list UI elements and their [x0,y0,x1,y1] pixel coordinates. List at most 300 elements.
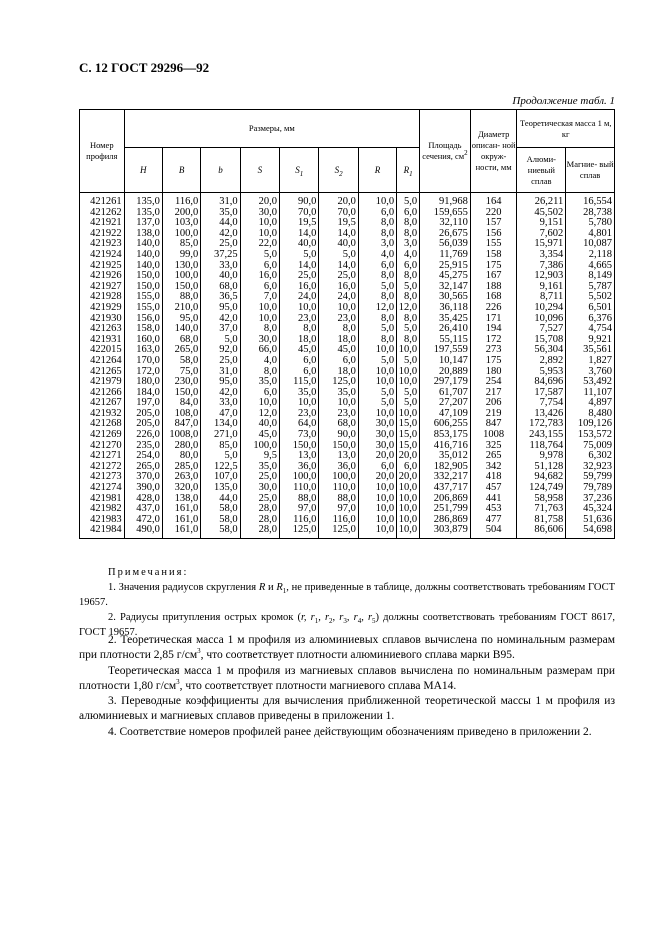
table-cell: 140,0 [162,324,200,335]
table-cell: 10,0 [358,345,396,356]
table-cell: 5,780 [566,218,615,229]
table-cell: 20,0 [397,451,420,462]
table-cell: 85,0 [162,239,200,250]
table-cell: 5,0 [397,193,420,208]
table-cell: 150,0 [280,441,319,452]
table-cell: 421984 [80,525,125,538]
table-cell: 421981 [80,494,125,505]
table-cell: 18,0 [280,335,319,346]
table-cell: 40,0 [240,419,279,430]
table-cell: 47,109 [420,409,471,420]
paragraph-2: 2. Теоретическая масса 1 м профиля из алюминиевых сплавов вычислена по номинальным размерам при плотности 2,85 $г/см^3$, что соответствует плотности алюминиевого сплава марки В95. [79,634,615,662]
notes-title: Примечания: [108,567,189,578]
table-cell: 421926 [80,271,125,282]
table-cell: 150,0 [162,388,200,399]
table-cell: 31,0 [201,193,240,208]
table-cell: 33,0 [201,398,240,409]
table-cell: 6,501 [566,303,615,314]
table-cell: 110,0 [319,483,358,494]
table-cell: 6,0 [240,282,279,293]
table-cell: 10,0 [358,504,396,515]
table-cell: 45,0 [240,430,279,441]
table-cell: 217 [470,388,517,399]
table-cell: 421272 [80,462,125,473]
table-cell: 140,0 [124,250,162,261]
table-cell: 156 [470,229,517,240]
table-cell: 180,0 [124,377,162,388]
table-cell: 130,0 [162,261,200,272]
table-cell: 61,707 [420,388,471,399]
table-cell: 4,897 [566,398,615,409]
table-cell: 35,0 [280,388,319,399]
table-cell: 8,0 [397,314,420,325]
table-cell: 80,0 [162,451,200,462]
table-cell: 5,0 [358,324,396,335]
table-cell: 10,0 [358,409,396,420]
table-cell: 271,0 [201,430,240,441]
table-cell: 8,0 [397,292,420,303]
table-cell: 6,0 [358,261,396,272]
table-cell: 51,636 [566,515,615,526]
table-cell: 4,754 [566,324,615,335]
table-cell: 97,0 [319,504,358,515]
table-cell: 5,0 [358,388,396,399]
table-cell: 108,0 [162,409,200,420]
table-cell: 35,0 [240,462,279,473]
table-cell: 160,0 [124,335,162,346]
header-H: H [124,148,162,193]
table-cell: 243,155 [517,430,566,441]
table-cell: 45,324 [566,504,615,515]
table-row [80,356,615,367]
table-cell: 35,012 [420,451,471,462]
table-cell: 40,0 [319,239,358,250]
table-cell: 5,787 [566,282,615,293]
table-cell: 25,0 [240,472,279,483]
table-cell: 11,107 [566,388,615,399]
table-cell: 472,0 [124,515,162,526]
table-cell: 3,760 [566,367,615,378]
table-cell: 25,0 [201,239,240,250]
table-cell: 182,905 [420,462,471,473]
table-cell: 342 [470,462,517,473]
table-cell: 124,749 [517,483,566,494]
table-cell: 118,764 [517,441,566,452]
table-cell: 37,0 [201,324,240,335]
table-cell: 3,0 [358,239,396,250]
page-header: С. 12 ГОСТ 29296—92 [79,60,210,75]
table-body [80,193,615,539]
table-cell: 155,0 [124,292,162,303]
table-cell: 2,118 [566,250,615,261]
table-cell: 10,0 [240,398,279,409]
table-cell: 421271 [80,451,125,462]
table-cell: 263,0 [162,472,200,483]
table-cell: 175 [470,356,517,367]
table-cell: 265 [470,451,517,462]
table-cell: 10,0 [358,377,396,388]
table-cell: 5,0 [319,250,358,261]
profiles-table [79,109,615,539]
table-cell: 22,0 [240,239,279,250]
table-cell: 20,0 [397,472,420,483]
table-cell: 13,426 [517,409,566,420]
table-cell: 4,665 [566,261,615,272]
table-cell: 421269 [80,430,125,441]
table-cell: 125,0 [319,525,358,538]
table-cell: 421979 [80,377,125,388]
table-cell: 10,0 [240,314,279,325]
table-cell: 206,869 [420,494,471,505]
table-cell: 171 [470,314,517,325]
table-cell: 297,179 [420,377,471,388]
table-cell: 88,0 [319,494,358,505]
table-cell: 86,606 [517,525,566,538]
table-cell: 27,207 [420,398,471,409]
paragraph-4: 4. Соответствие номеров профилей ранее действующим обозначениям приведено в приложении 2. [108,725,592,738]
table-cell: 10,0 [358,483,396,494]
table-cell: 8,0 [358,271,396,282]
table-cell: 31,0 [201,367,240,378]
table-cell: 490,0 [124,525,162,538]
table-cell: 265,0 [162,345,200,356]
table-cell: 15,708 [517,335,566,346]
table-cell: 30,565 [420,292,471,303]
table-cell: 100,0 [162,271,200,282]
table-cell: 20,0 [358,472,396,483]
header-sizes: Размеры, мм [124,110,420,148]
table-cell: 10,294 [517,303,566,314]
table-cell: 5,0 [201,451,240,462]
table-cell: 3,0 [397,239,420,250]
table-cell: 85,0 [201,441,240,452]
table-cell: 18,0 [319,367,358,378]
table-cell: 3,354 [517,250,566,261]
table-cell: 140,0 [124,261,162,272]
table-cell: 5,0 [397,388,420,399]
table-cell: 9,978 [517,451,566,462]
table-cell: 97,0 [280,504,319,515]
table-cell: 205,0 [124,409,162,420]
table-cell: 90,0 [280,193,319,208]
table-cell: 110,0 [280,483,319,494]
table-cell: 10,0 [397,409,420,420]
table-cell: 421266 [80,388,125,399]
table-cell: 150,0 [124,271,162,282]
table-cell: 421928 [80,292,125,303]
table-cell: 7,0 [240,292,279,303]
table-cell: 7,386 [517,261,566,272]
table-cell: 42,0 [201,314,240,325]
table-cell: 320,0 [162,483,200,494]
table-cell: 10,0 [397,367,420,378]
table-cell: 10,0 [280,398,319,409]
table-cell: 6,0 [240,388,279,399]
table-cell: 303,879 [420,525,471,538]
table-cell: 421929 [80,303,125,314]
table-cell: 477 [470,515,517,526]
table-cell: 10,147 [420,356,471,367]
table-cell: 134,0 [201,419,240,430]
table-cell: 25,0 [201,356,240,367]
table-cell: 116,0 [162,193,200,208]
table-cell: 116,0 [280,515,319,526]
table-cell: 58,0 [201,504,240,515]
table-cell: 5,0 [397,282,420,293]
table-continuation-label: Продолжение табл. 1 [512,95,615,107]
table-cell: 5,0 [240,250,279,261]
table-cell: 70,0 [280,208,319,219]
table-cell: 56,304 [517,345,566,356]
table-cell: 5,0 [358,282,396,293]
table-cell: 23,0 [319,314,358,325]
table-cell: 8,480 [566,409,615,420]
header-B: B [162,148,200,193]
table-cell: 28,0 [240,515,279,526]
table-cell: 45,0 [280,345,319,356]
table-cell: 453 [470,504,517,515]
table-cell: 157 [470,218,517,229]
table-cell: 847,0 [162,419,200,430]
table-cell: 24,0 [280,292,319,303]
table-cell: 421982 [80,504,125,515]
table-cell: 200,0 [162,208,200,219]
table-cell: 20,0 [358,451,396,462]
table-cell: 8,0 [240,367,279,378]
table-cell: 421267 [80,398,125,409]
table-cell: 418 [470,472,517,483]
table-cell: 5,0 [397,398,420,409]
table-cell: 25,0 [280,271,319,282]
table-cell: 58,0 [201,525,240,538]
table-cell: 421274 [80,483,125,494]
table-cell: 135,0 [124,193,162,208]
table-cell: 100,0 [280,472,319,483]
table-cell: 99,0 [162,250,200,261]
table-cell: 37,25 [201,250,240,261]
header-area: Площадь сечения, $см^2$ [420,110,471,193]
table-cell: 6,0 [397,208,420,219]
table-cell: 180 [470,367,517,378]
table-cell: 8,0 [397,271,420,282]
table-cell: 81,758 [517,515,566,526]
table-cell: 30,0 [240,208,279,219]
table-cell: 421930 [80,314,125,325]
table-cell: 421932 [80,409,125,420]
table-cell: 606,255 [420,419,471,430]
header-S2: $S_2$ [319,148,358,193]
table-cell: 32,923 [566,462,615,473]
table-cell: 4,801 [566,229,615,240]
table-cell: 8,0 [397,218,420,229]
table-cell: 138,0 [162,494,200,505]
table-cell: 10,0 [358,525,396,538]
table-cell: 4,0 [240,356,279,367]
table-cell: 88,0 [280,494,319,505]
table-cell: 10,0 [319,303,358,314]
note-2: 2. Радиусы притупления острых кромок (r, $r_1$, $r_2$, $r_3$, $r_4$, $r_5$) должны соответствовать требованиям ГОСТ 8617, ГОСТ 19657. [79,612,616,638]
table-cell: 175 [470,261,517,272]
table-cell: 10,0 [397,377,420,388]
table-cell: 16,0 [280,282,319,293]
table-cell: 30,0 [358,441,396,452]
table-cell: 10,0 [240,303,279,314]
table-cell: 332,217 [420,472,471,483]
table-cell: 15,0 [397,441,420,452]
table-cell: 35,0 [201,208,240,219]
table-cell: 35,0 [319,388,358,399]
table-cell: 92,0 [201,345,240,356]
table-cell: 40,0 [280,239,319,250]
table-cell: 6,0 [397,261,420,272]
table-cell: 94,682 [517,472,566,483]
paragraph-3: 3. Переводные коэффициенты для вычисления приближенной теоретической массы 1 м профиля из алюминиевых и магниевых сплавов приведены в приложении 1. [79,695,615,723]
table-cell: 1,827 [566,356,615,367]
table-cell: 172 [470,335,517,346]
table-cell: 8,0 [358,218,396,229]
table-cell: 206 [470,398,517,409]
table-cell: 64,0 [280,419,319,430]
table-cell: 58,0 [162,356,200,367]
table-row [80,525,615,538]
table-cell: 12,903 [517,271,566,282]
table-cell: 58,958 [517,494,566,505]
table-cell: 156,0 [124,314,162,325]
table-cell: 84,696 [517,377,566,388]
table-cell: 4,0 [358,250,396,261]
table-cell: 155 [470,239,517,250]
paragraph-2-cont: Теоретическая масса 1 м профиля из магниевых сплавов вычислена по номинальным размерам при плотности 1,80 $г/см^3$, что соответствует плотности магниевого сплава МА14. [79,664,615,692]
table-cell: 184,0 [124,388,162,399]
table-cell: 23,0 [280,314,319,325]
table-cell: 45,502 [517,208,566,219]
table-cell: 16,554 [566,193,615,208]
table-cell: 44,0 [201,494,240,505]
table-cell: 100,0 [240,441,279,452]
table-cell: 68,0 [162,335,200,346]
table-cell: 170,0 [124,356,162,367]
table-cell: 25,0 [319,271,358,282]
table-cell: 95,0 [201,377,240,388]
table-cell: 26,675 [420,229,471,240]
table-cell: 12,0 [240,409,279,420]
table-cell: 37,236 [566,494,615,505]
table-cell: 68,0 [319,419,358,430]
table-cell: 14,0 [280,261,319,272]
table-cell: 8,0 [358,229,396,240]
table-cell: 10,0 [397,494,420,505]
table-cell: 251,799 [420,504,471,515]
table-cell: 9,161 [517,282,566,293]
table-cell: 421923 [80,239,125,250]
table-cell: 226 [470,303,517,314]
table-cell: 23,0 [280,409,319,420]
table-cell: 168 [470,292,517,303]
table-cell: 30,0 [358,419,396,430]
table-cell: 59,799 [566,472,615,483]
header-b: b [201,148,240,193]
table-cell: 10,0 [240,229,279,240]
table-cell: 7,602 [517,229,566,240]
table-cell: 135,0 [124,208,162,219]
table-cell: 158 [470,250,517,261]
table-cell: 36,0 [280,462,319,473]
table-cell: 5,0 [358,398,396,409]
table-cell: 12,0 [358,303,396,314]
table-cell: 11,769 [420,250,471,261]
table-cell: 45,0 [319,345,358,356]
table-cell: 421264 [80,356,125,367]
table-cell: 10,0 [319,398,358,409]
table-cell: 428,0 [124,494,162,505]
table-row [80,303,615,314]
table-cell: 421265 [80,367,125,378]
table-cell: 5,0 [358,356,396,367]
table-cell: 71,763 [517,504,566,515]
table-cell: 10,0 [358,515,396,526]
table-cell: 1008,0 [162,430,200,441]
table-cell: 8,0 [240,324,279,335]
table-cell: 138,0 [124,229,162,240]
table-cell: 35,561 [566,345,615,356]
table-cell: 6,0 [358,208,396,219]
table-cell: 42,0 [201,388,240,399]
table-cell: 26,410 [420,324,471,335]
table-cell: 421261 [80,193,125,208]
table-cell: 150,0 [162,282,200,293]
table-cell: 5,0 [397,356,420,367]
table-cell: 161,0 [162,504,200,515]
table-cell: 36,0 [319,462,358,473]
table-cell: 14,0 [280,229,319,240]
table-cell: 150,0 [124,282,162,293]
table-cell: 23,0 [319,409,358,420]
header-theoretical-mass: Теоретическая масса 1 м, кг [517,110,615,148]
table-cell: 2,892 [517,356,566,367]
table-cell: 6,0 [319,356,358,367]
table-cell: 421922 [80,229,125,240]
table-cell: 28,0 [240,525,279,538]
table-cell: 68,0 [201,282,240,293]
table-cell: 135,0 [201,483,240,494]
table-cell: 421263 [80,324,125,335]
table-cell: 422015 [80,345,125,356]
table-cell: 161,0 [162,525,200,538]
table-cell: 45,275 [420,271,471,282]
table-cell: 457 [470,483,517,494]
table-cell: 19,5 [319,218,358,229]
table-cell: 90,0 [319,430,358,441]
table-cell: 122,5 [201,462,240,473]
table-cell: 10,096 [517,314,566,325]
table-cell: 8,0 [358,314,396,325]
table-cell: 19,5 [280,218,319,229]
table-cell: 66,0 [240,345,279,356]
table-cell: 254,0 [124,451,162,462]
table-cell: 95,0 [162,314,200,325]
body-text [79,633,615,740]
table-cell: 12,0 [397,303,420,314]
table-cell: 6,0 [280,356,319,367]
table-cell: 15,971 [517,239,566,250]
table-cell: 853,175 [420,430,471,441]
table-cell: 25,915 [420,261,471,272]
table-cell: 15,0 [397,419,420,430]
table-cell: 28,738 [566,208,615,219]
table-cell: 125,0 [280,525,319,538]
table-cell: 188 [470,282,517,293]
table-cell: 13,0 [280,451,319,462]
